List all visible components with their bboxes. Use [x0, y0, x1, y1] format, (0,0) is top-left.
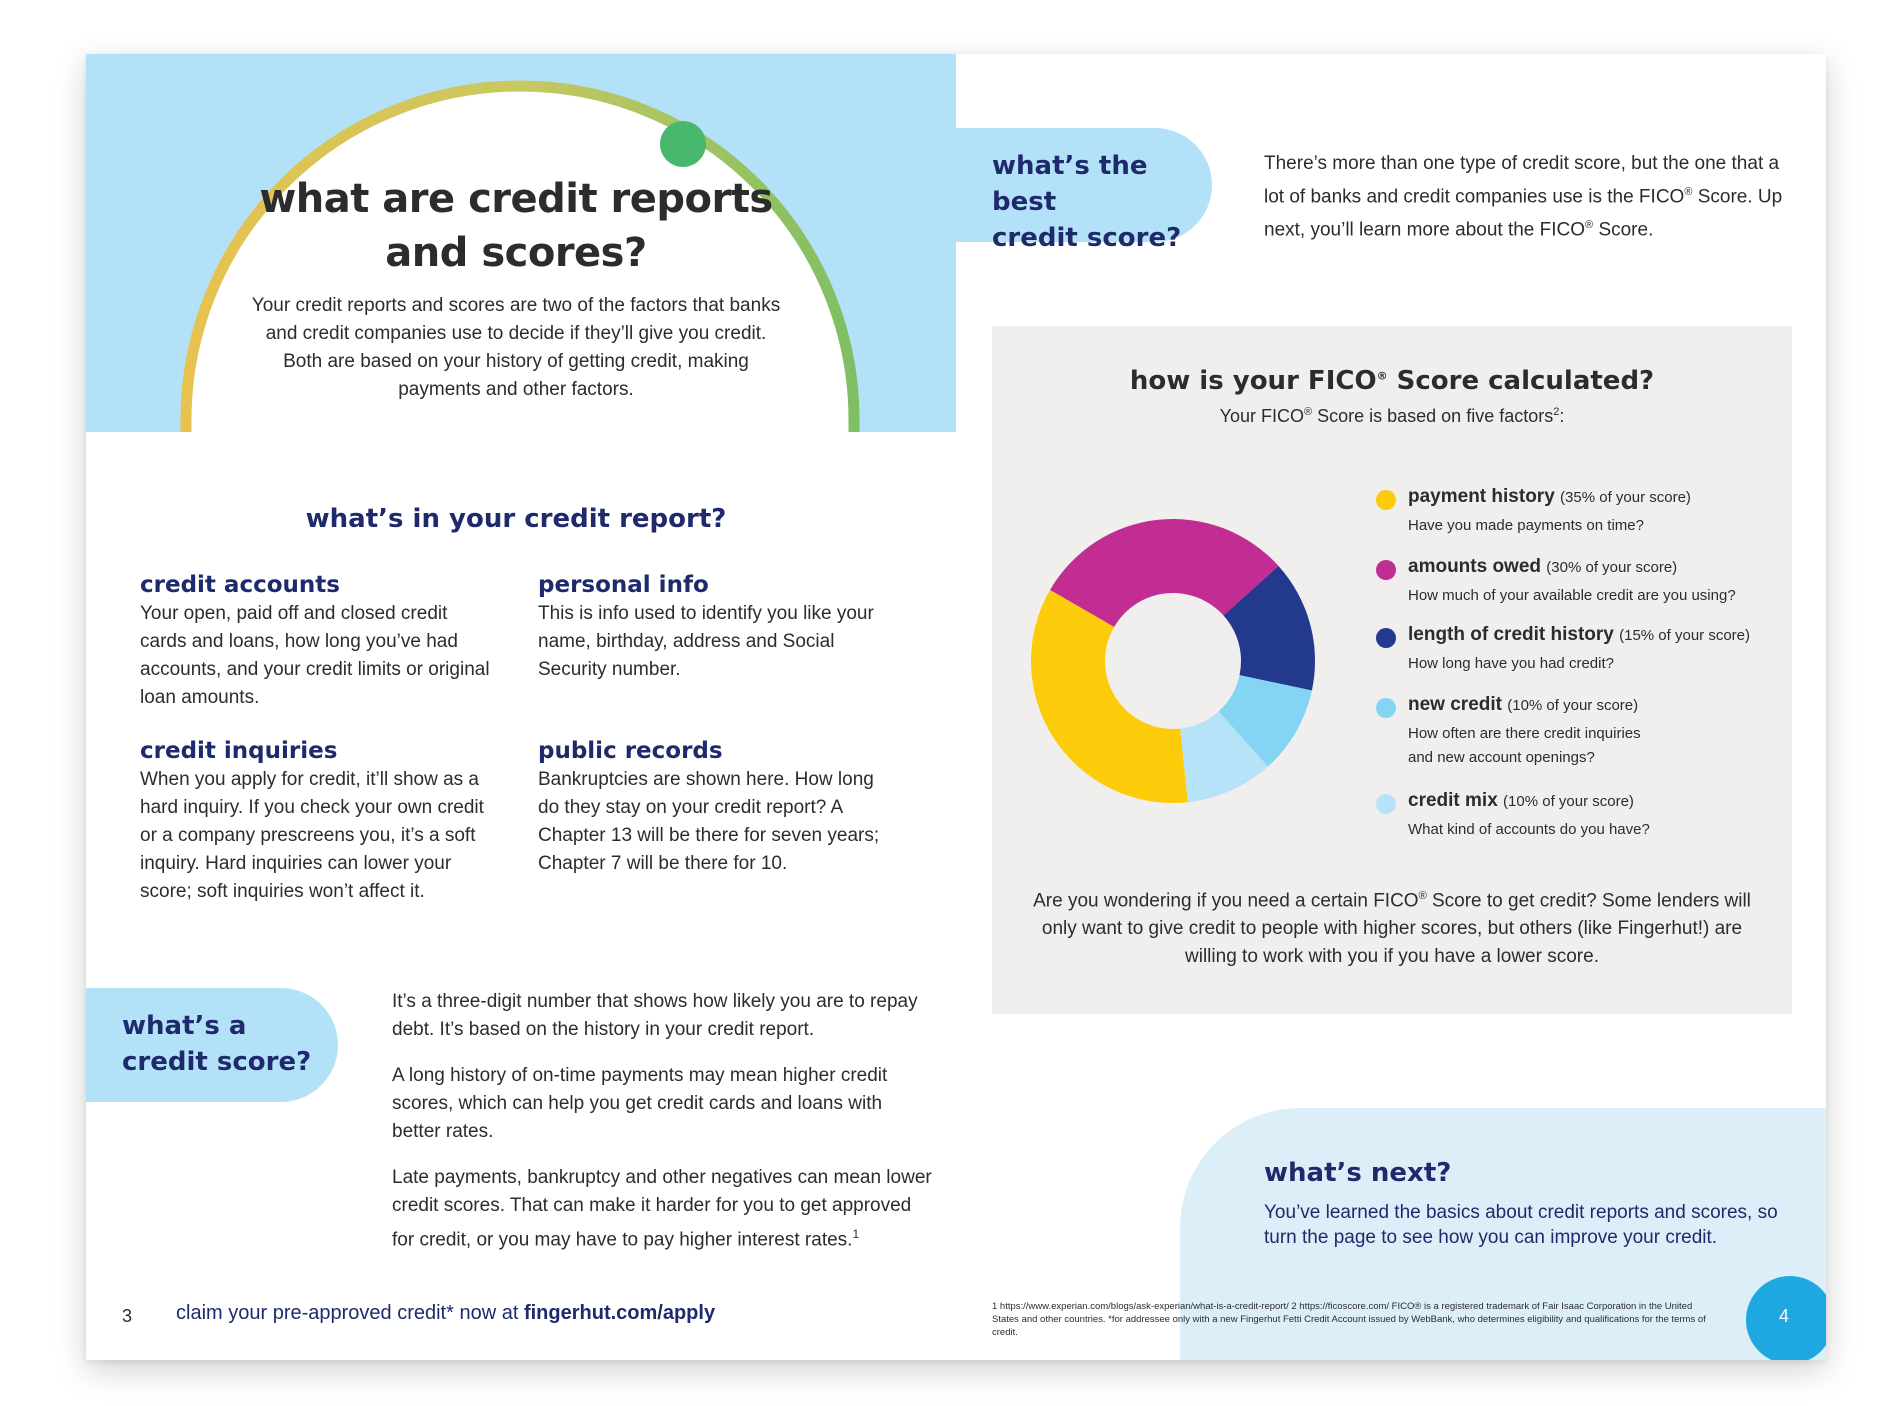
legend-description: Have you made payments on time?: [1408, 517, 1644, 534]
claim-url-link[interactable]: fingerhut.com/apply: [523, 1302, 716, 1324]
fico-bottom-part: Score to get credit? Some lenders will only want to give credit to people with higher scores, but others (like Fingerhut!) are willing to work with you if you have a lower score.: [1041, 890, 1751, 968]
fico-sub-part: Score is based on five factors: [1317, 406, 1554, 426]
score-paragraph-text: Late payments, bankruptcy and other negatives can mean lower credit scores. That can make it harder for you to get approved for credit, or you may have to pay higher interest rates.: [392, 1167, 932, 1251]
page-number-right: 4: [1779, 1306, 1790, 1326]
block-title: public records: [538, 738, 723, 764]
legend-dot: [1376, 560, 1396, 580]
brochure-spread: [86, 54, 1826, 1360]
fico-donut-chart: [1028, 516, 1318, 806]
legend-dot: [1376, 628, 1396, 648]
fico-bottom-part: Are you wondering if you need a certain FICO: [1033, 890, 1419, 912]
footnotes: 1 https://www.experian.com/blogs/ask-experian/what-is-a-credit-report/ 2 https://ficoscore.com/ FICO® is a registered trademark of Fair Isaac Corporation in the United States and other countries. *for addressee only with a new Fingerhut Fetti Credit Account issued by WebBank, who determines eligibility and qualifications for the terms of credit.: [992, 1301, 1706, 1338]
legend-label: amounts owed (30% of your score): [1408, 556, 1678, 577]
legend-dot: [1376, 490, 1396, 510]
fico-subtitle: [992, 406, 1792, 427]
reg-mark: ®: [1376, 369, 1388, 383]
hero-text: Your credit reports and scores are two of the factors that banks and credit companies use to decide if they’ll give you credit. Both are based on your history of getting credit, making payments and other factors.: [251, 295, 781, 400]
public-records-block: [538, 736, 893, 878]
pill-line: credit score?: [122, 1047, 312, 1077]
block-text: Your open, paid off and closed credit cards and loans, how long you’ve had accounts, and your credit limits or original loan amounts.: [140, 603, 490, 708]
personal-info-block: [538, 570, 893, 684]
score-paragraph: [392, 1164, 932, 1254]
pill-line: what’s the best: [992, 151, 1148, 217]
hero-arc-dot: [660, 121, 706, 167]
credit-score-text: [392, 988, 932, 1272]
whats-next-title: what’s next?: [1264, 1158, 1452, 1188]
fico-sub-part: :: [1559, 406, 1565, 426]
legend-value: (15% of your score): [1619, 627, 1751, 644]
legend-value: (35% of your score): [1560, 489, 1691, 506]
legend-label: length of credit history (15% of your score): [1408, 624, 1751, 645]
reg-mark: ®: [1303, 406, 1313, 418]
legend-value: (10% of your score): [1503, 793, 1634, 810]
block-text: This is info used to identify you like your name, birthday, address and Social Security number.: [538, 603, 874, 680]
best-score-pill: [956, 128, 1212, 253]
claim-text: claim your pre-approved credit* now at: [176, 1302, 519, 1324]
credit-accounts-block: [140, 570, 495, 712]
hero-title: what are credit reports and scores?: [259, 176, 773, 276]
block-title: credit accounts: [140, 572, 340, 598]
reg-mark: ®: [1684, 186, 1693, 198]
legend-label: new credit (10% of your score): [1408, 694, 1639, 715]
legend-value: (10% of your score): [1507, 697, 1639, 714]
page-number-left: 3: [122, 1306, 133, 1326]
footnote-mark: 2: [1553, 406, 1560, 418]
pill-line: credit score?: [992, 223, 1182, 253]
credit-inquiries-block: [140, 736, 495, 906]
block-title: personal info: [538, 572, 709, 598]
credit-score-heading: [122, 1008, 311, 1080]
pill-line: what’s a: [122, 1011, 247, 1041]
best-score-heading: [992, 148, 1212, 256]
score-paragraph: A long history of on-time payments may mean higher credit scores, which can help you get credit cards and loans with better rates.: [392, 1065, 888, 1142]
fico-title: [992, 366, 1792, 396]
best-text-part: There’s more than one type of credit score, but the one that a lot of banks and credit companies use is the FICO: [1264, 153, 1780, 208]
block-title: credit inquiries: [140, 738, 338, 764]
best-text-part: Score. Up next, you’ll learn more about the FICO: [1264, 186, 1783, 241]
whats-next-text: You’ve learned the basics about credit reports and scores, so turn the page to see how you can improve your credit.: [1264, 1202, 1778, 1248]
reg-mark: ®: [1418, 890, 1427, 902]
report-heading: what’s in your credit report?: [305, 504, 727, 534]
block-text: When you apply for credit, it’ll show as a hard inquiry. If you check your own credit or a company prescreens you, it’s a soft inquiry. Hard inquiries can lower your score; soft inquiries won’t affect it.: [140, 769, 484, 902]
reg-mark: ®: [1585, 219, 1594, 232]
hero-banner: [86, 54, 956, 432]
legend-label: payment history (35% of your score): [1408, 486, 1691, 507]
fico-sub-part: Your FICO: [1219, 406, 1304, 426]
fico-title-part: how is your FICO: [1129, 366, 1377, 396]
legend-dot: [1376, 698, 1396, 718]
legend-description: What kind of accounts do you have?: [1408, 821, 1650, 838]
best-text-part: Score.: [1598, 219, 1654, 241]
legend-label: credit mix (10% of your score): [1408, 790, 1634, 811]
fico-breakdown-panel: [992, 326, 1792, 1014]
legend-description: How often are there credit inquiries and new account openings?: [1408, 725, 1641, 766]
credit-score-pill: [86, 988, 338, 1102]
footnote-mark: 1: [852, 1227, 860, 1241]
block-text: Bankruptcies are shown here. How long do they stay on your credit report? A Chapter 13 will be there for seven years; Chapter 7 will be there for 10.: [538, 769, 880, 874]
best-score-text: [1264, 150, 1784, 245]
legend-value: (30% of your score): [1546, 559, 1678, 576]
legend-dot: [1376, 794, 1396, 814]
legend-description: How much of your available credit are you using?: [1408, 587, 1736, 604]
score-paragraph: It’s a three-digit number that shows how likely you are to repay debt. It’s based on the history in your credit report.: [392, 991, 918, 1040]
legend-description: How long have you had credit?: [1408, 655, 1614, 672]
claim-line: [176, 1302, 715, 1325]
fico-title-part: Score calculated?: [1396, 366, 1655, 396]
fico-bottom-text: [1032, 882, 1752, 971]
